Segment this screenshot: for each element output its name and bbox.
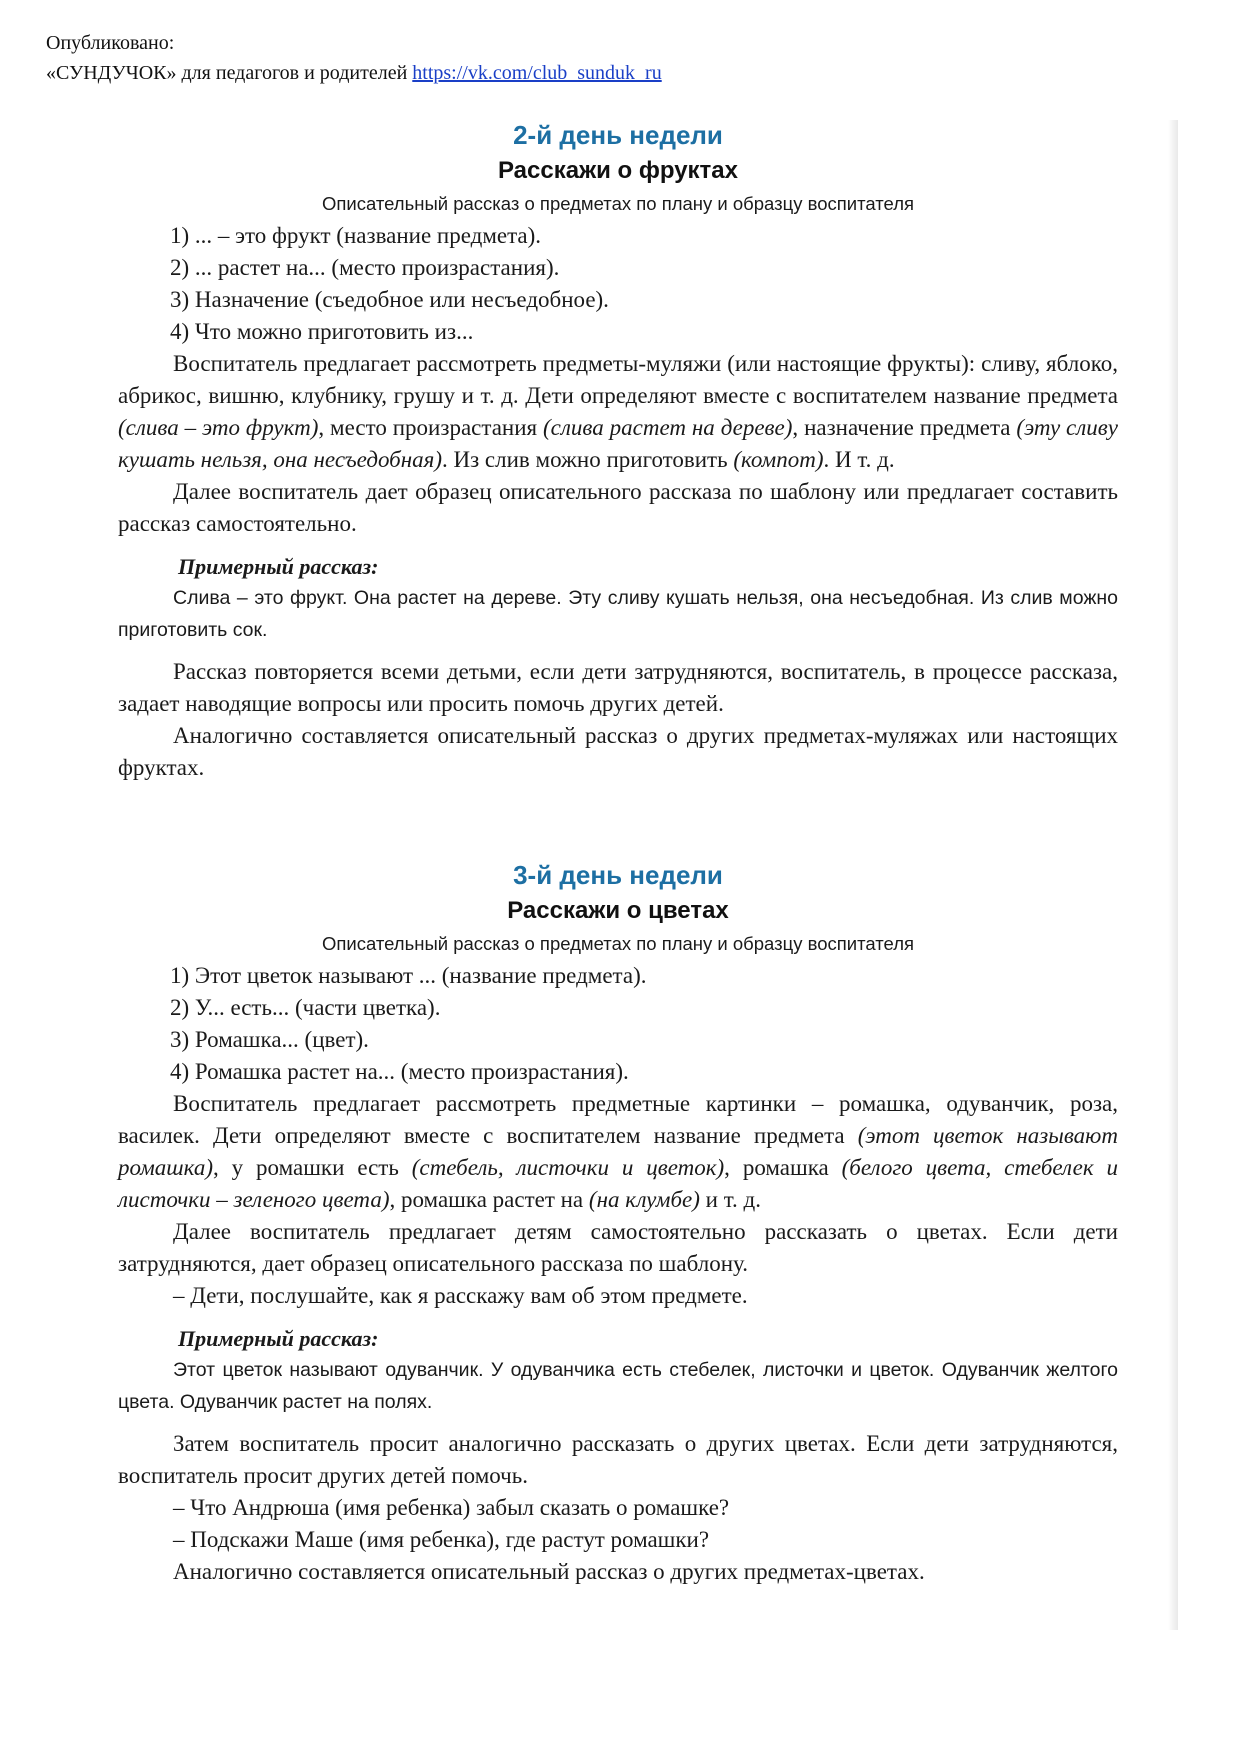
text-run: и т. д. bbox=[699, 1187, 762, 1212]
day-heading: 2-й день недели bbox=[513, 120, 723, 150]
italic-run: (стебель, листочки и цветок) bbox=[411, 1155, 725, 1180]
example-text: Слива – это фрукт. Она растет на дереве. Эту сливу кушать нельзя, она несъедобная. Из слив можно приготовить сок. bbox=[118, 587, 1118, 641]
italic-run: (этот цветок называют ромашка) bbox=[118, 1123, 1119, 1180]
source-line bbox=[46, 58, 662, 88]
day-heading: 3-й день недели bbox=[513, 860, 723, 890]
section-subtitle: Описательный рассказ о предметах по плану и образцу воспитателя bbox=[321, 933, 915, 954]
paragraph bbox=[118, 348, 1118, 476]
text-run: , ромашка растет на bbox=[389, 1187, 589, 1212]
italic-run: (компот) bbox=[733, 447, 824, 472]
dialogue-line: – Дети, послушайте, как я расскажу вам об этом предмете. bbox=[173, 1283, 748, 1308]
italic-run: (слива растет на дереве) bbox=[543, 415, 793, 440]
plan-item: 3) Ромашка... (цвет). bbox=[170, 1027, 369, 1052]
example-heading: Примерный рассказ: bbox=[178, 554, 379, 579]
plan-item: 4) Что можно приготовить из... bbox=[170, 319, 474, 344]
plan-item: 1) Этот цветок называют ... (название предмета). bbox=[170, 963, 647, 988]
paragraph: Аналогично составляется описательный рассказ о других предметах-муляжах или настоящих фруктах. bbox=[118, 723, 1118, 780]
publication-header bbox=[46, 28, 662, 88]
section-title: Расскажи о цветах bbox=[507, 897, 729, 924]
text-run: , назначение предмета bbox=[792, 415, 1017, 440]
paragraph: Рассказ повторяется всеми детьми, если дети затрудняются, воспитатель, в процессе рассказа, задает наводящие вопросы или просить помочь других детей. bbox=[118, 659, 1118, 716]
plan-item: 3) Назначение (съедобное или несъедобное). bbox=[170, 287, 609, 312]
section-subtitle: Описательный рассказ о предметах по плану и образцу воспитателя bbox=[321, 193, 915, 214]
section-title: Расскажи о фруктах bbox=[497, 157, 738, 184]
text-run: . Из слив можно приготовить bbox=[441, 447, 734, 472]
italic-run: (слива – это фрукт) bbox=[118, 415, 319, 440]
section-day-2 bbox=[118, 118, 1118, 784]
plan-item: 2) У... есть... (части цветка). bbox=[170, 995, 441, 1020]
text-run: Воспитатель предлагает рассмотреть предметы-муляжи (или настоящие фрукты): сливу, яблоко, абрикос, вишню, клубнику, грушу и т. д. Дети определяют вместе с воспитателем название предмета bbox=[118, 351, 1118, 408]
example-heading: Примерный рассказ: bbox=[178, 1326, 379, 1351]
italic-run: (на клумбе) bbox=[588, 1187, 700, 1212]
paragraph: Далее воспитатель предлагает детям самостоятельно рассказать о цветах. Если дети затрудняются, дает образец описательного рассказа по шаблону. bbox=[118, 1219, 1118, 1276]
text-run: , место произрастания bbox=[318, 415, 544, 440]
plan-list bbox=[118, 960, 1118, 1088]
text-run: , у ромашки есть bbox=[213, 1155, 412, 1180]
plan-item: 1) ... – это фрукт (название предмета). bbox=[170, 223, 542, 248]
text-run: Воспитатель предлагает рассмотреть предметные картинки – ромашка, одуванчик, роза, василек. Дети определяют вместе с воспитателем название предмета bbox=[118, 1091, 1118, 1148]
paragraph: Затем воспитатель просит аналогично рассказать о других цветах. Если дети затрудняются, воспитатель просит других детей помочь. bbox=[118, 1431, 1118, 1488]
dialogue-line: – Подскажи Маше (имя ребенка), где растут ромашки? bbox=[173, 1527, 710, 1552]
text-run: , ромашка bbox=[724, 1155, 842, 1180]
paragraph: Аналогично составляется описательный рассказ о других предметах-цветах. bbox=[173, 1559, 925, 1584]
section-day-3 bbox=[118, 858, 1118, 1588]
italic-run: (эту сливу кушать нельзя, она несъедобная) bbox=[118, 415, 1118, 472]
text-run: . И т. д. bbox=[823, 447, 895, 472]
example-text: Этот цветок называют одуванчик. У одуванчика есть стебелек, листочки и цветок. Одуванчик желтого цвета. Одуванчик растет на полях. bbox=[118, 1359, 1118, 1413]
plan-item: 4) Ромашка растет на... (место произрастания). bbox=[170, 1059, 629, 1084]
italic-run: (белого цвета, стебелек и листочки – зеленого цвета) bbox=[118, 1155, 1118, 1212]
plan-item: 2) ... растет на... (место произрастания). bbox=[170, 255, 560, 280]
plan-list bbox=[118, 220, 1118, 348]
dialogue-line: – Что Андрюша (имя ребенка) забыл сказать о ромашке? bbox=[173, 1495, 730, 1520]
paragraph bbox=[118, 1088, 1118, 1216]
source-text: «СУНДУЧОК» для педагогов и родителей bbox=[46, 62, 408, 84]
scan-page-edge bbox=[1168, 120, 1178, 1630]
published-label: Опубликовано: bbox=[46, 32, 175, 54]
paragraph: Далее воспитатель дает образец описательного рассказа по шаблону или предлагает составить рассказ самостоятельно. bbox=[118, 479, 1118, 536]
vk-link[interactable]: https://vk.com/club_sunduk_ru bbox=[412, 62, 662, 84]
